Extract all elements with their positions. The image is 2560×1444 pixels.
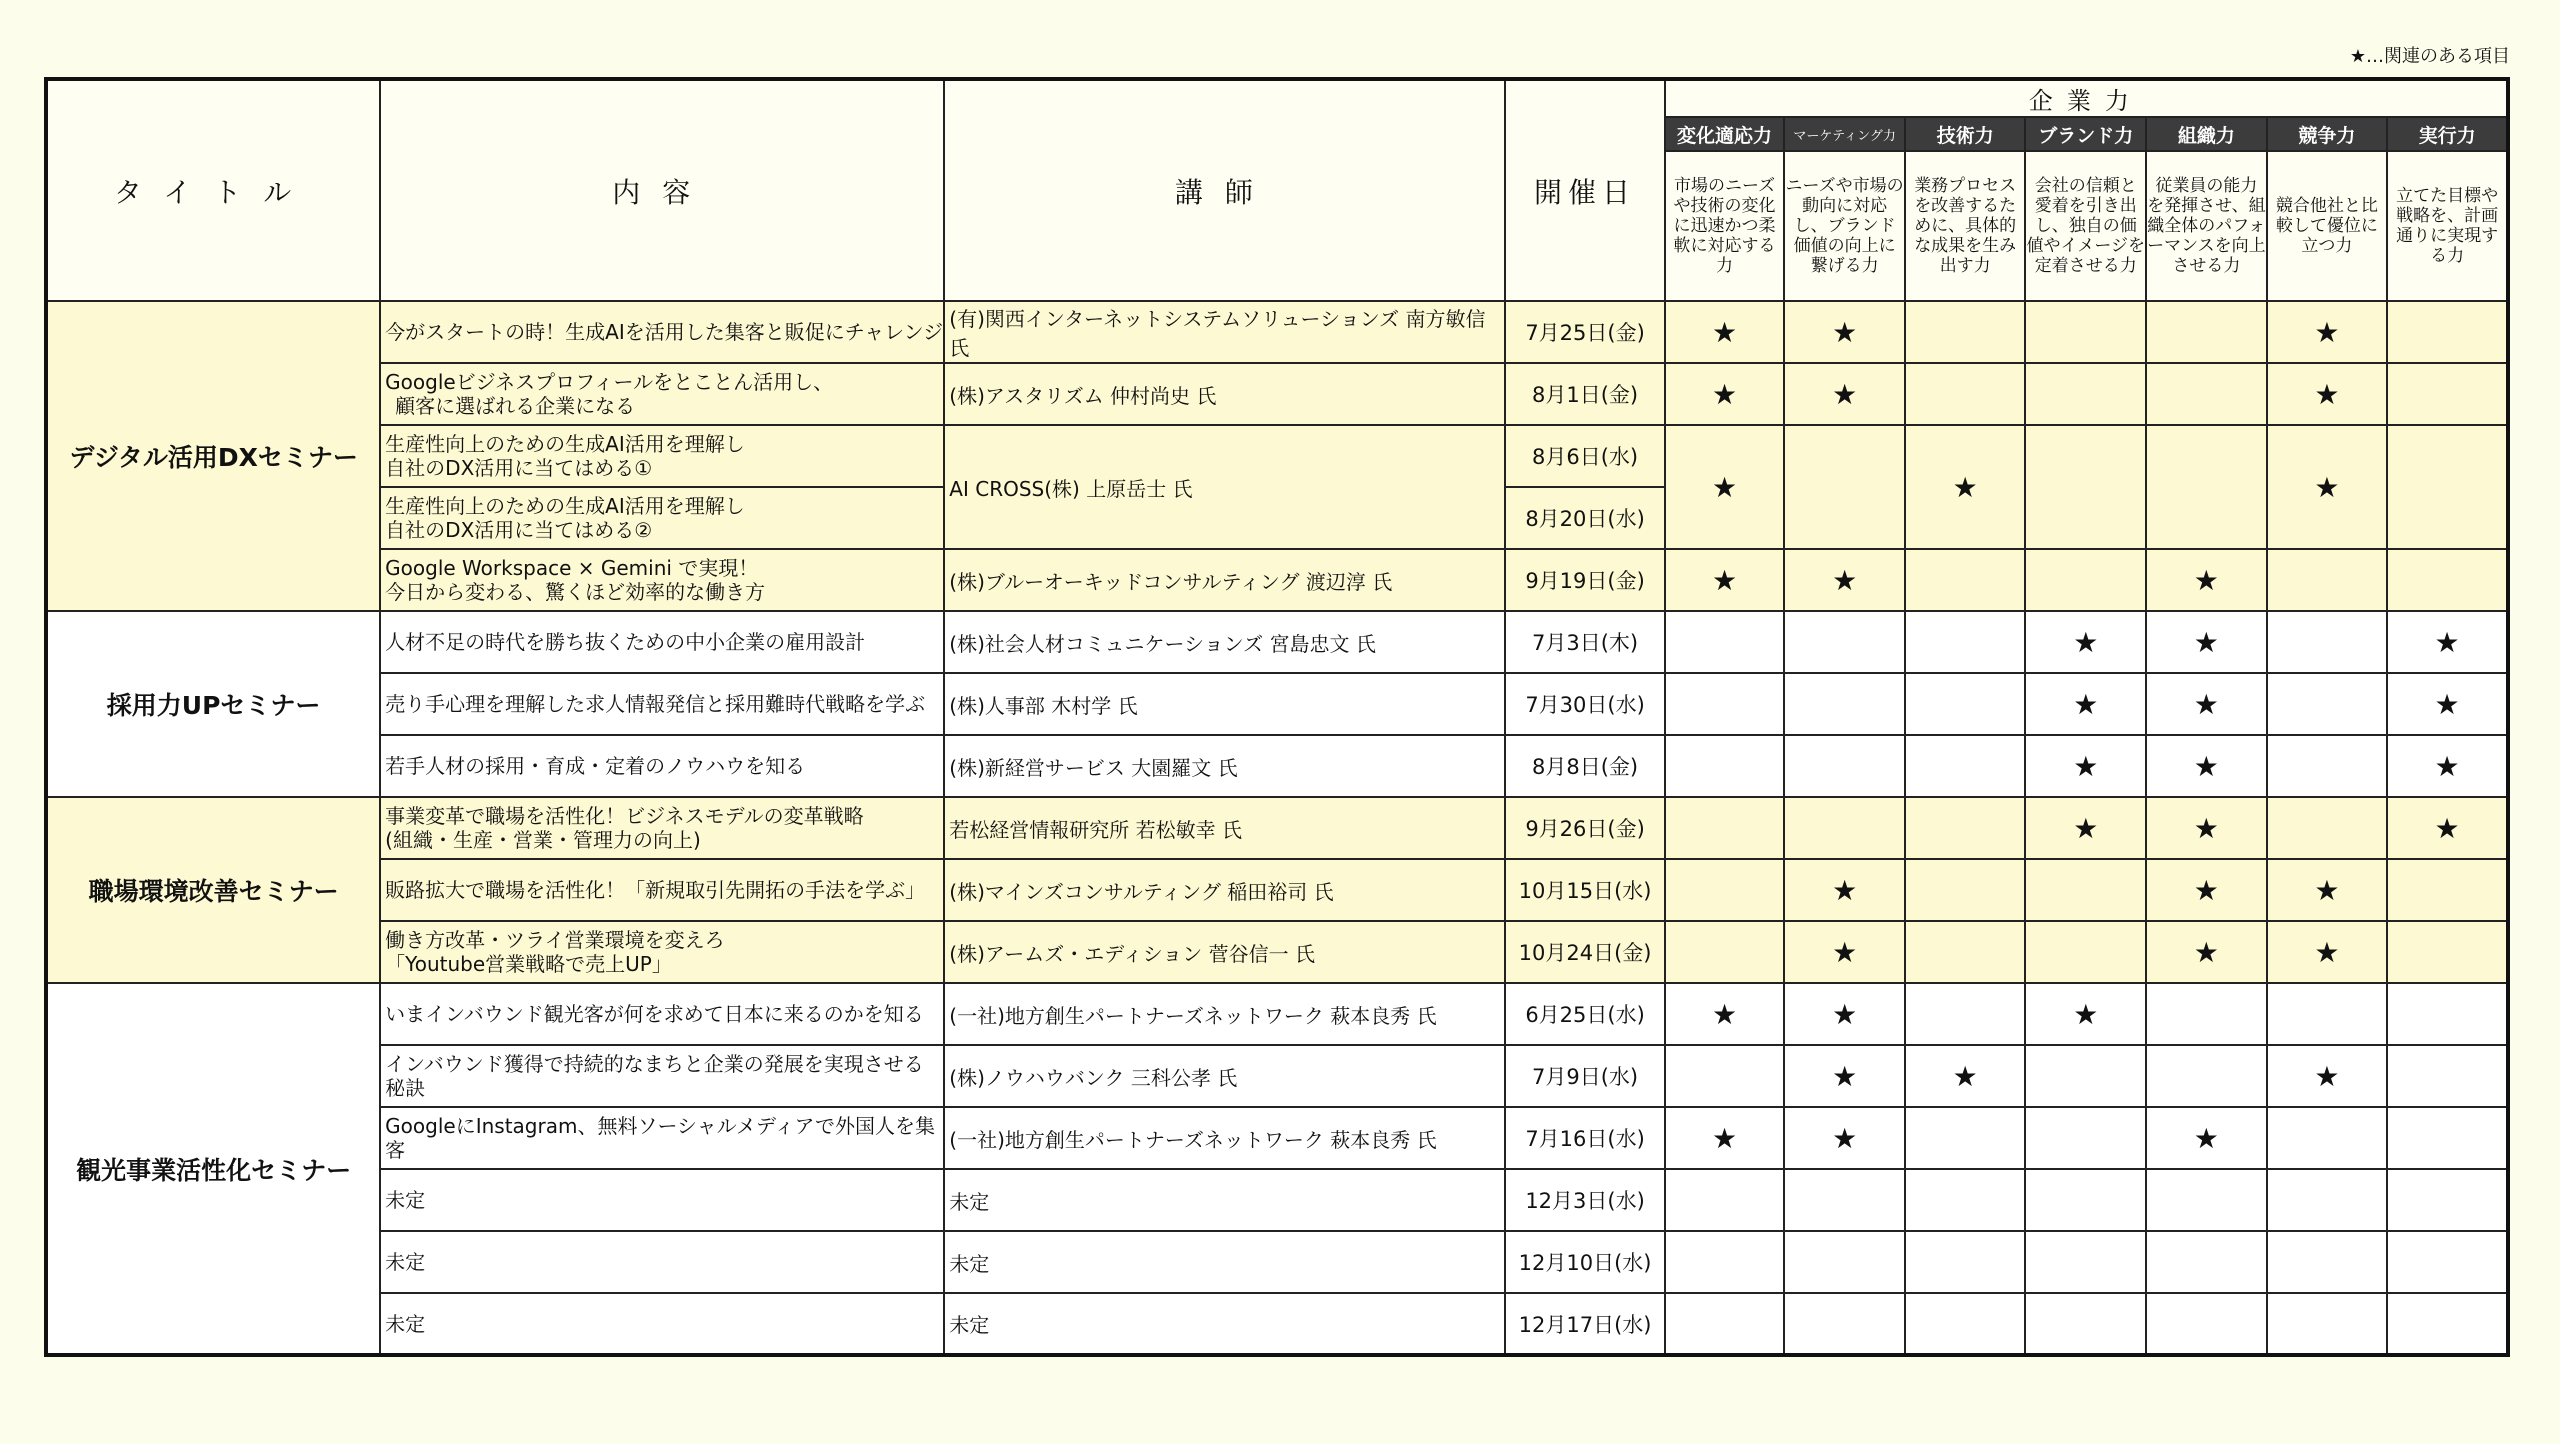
star-cell <box>2146 301 2267 363</box>
event-date: 7月3日(木) <box>1505 611 1664 673</box>
star-cell <box>1665 611 1785 673</box>
seminar-content <box>380 301 944 363</box>
seminar-row <box>46 735 2508 797</box>
star-cell <box>2146 1169 2267 1231</box>
category-description: 会社の信頼と愛着を引き出し、独自の価値やイメージを定着させる力 <box>2025 151 2146 301</box>
star-cell <box>1665 859 1785 921</box>
star-cell <box>1905 1107 2026 1169</box>
star-cell <box>1784 1293 1905 1355</box>
event-date: 7月30日(水) <box>1505 673 1664 735</box>
star-cell: ★ <box>1665 301 1785 363</box>
star-cell: ★ <box>2267 921 2388 983</box>
seminar-row <box>46 301 2508 363</box>
star-cell <box>1905 735 2026 797</box>
header-lecturer: 講師 <box>944 79 1505 301</box>
star-cell <box>1905 549 2026 611</box>
star-cell <box>2387 301 2508 363</box>
star-cell: ★ <box>2267 1045 2388 1107</box>
category-header: 実行力 <box>2387 117 2508 151</box>
event-date: 8月1日(金) <box>1505 363 1664 425</box>
content-line: 未定 <box>385 1250 426 1274</box>
star-cell <box>2146 363 2267 425</box>
content-line: 事業変革で職場を活性化！ビジネスモデルの変革戦略 <box>385 804 864 828</box>
star-cell <box>1905 363 2026 425</box>
lecturer: (株)社会人材コミュニケーションズ 宮島忠文 氏 <box>944 611 1505 673</box>
seminar-row <box>46 1231 2508 1293</box>
seminar-content <box>380 1045 944 1107</box>
star-cell: ★ <box>2267 859 2388 921</box>
star-cell <box>1905 1293 2026 1355</box>
seminar-content <box>380 983 944 1045</box>
content-line: インバウンド獲得で持続的なまちと企業の発展を実現させる秘訣 <box>385 1052 924 1100</box>
event-date: 10月24日(金) <box>1505 921 1664 983</box>
event-date: 8月6日(水) <box>1505 425 1664 487</box>
star-cell: ★ <box>2387 735 2508 797</box>
seminar-row <box>46 1107 2508 1169</box>
star-cell: ★ <box>1784 363 1905 425</box>
star-cell <box>1905 1231 2026 1293</box>
category-header: 組織力 <box>2146 117 2267 151</box>
event-date: 7月9日(水) <box>1505 1045 1664 1107</box>
star-cell <box>2267 1169 2388 1231</box>
star-cell <box>2025 1107 2146 1169</box>
seminar-row <box>46 363 2508 425</box>
star-cell <box>1784 425 1905 549</box>
lecturer: (株)ブルーオーキッドコンサルティング 渡辺淳 氏 <box>944 549 1505 611</box>
star-cell <box>2387 1293 2508 1355</box>
seminar-content <box>380 611 944 673</box>
star-cell <box>1905 859 2026 921</box>
star-cell <box>2025 425 2146 549</box>
star-cell <box>1784 1231 1905 1293</box>
lecturer: 未定 <box>944 1231 1505 1293</box>
lecturer: (一社)地方創生パートナーズネットワーク 萩本良秀 氏 <box>944 1107 1505 1169</box>
content-line: GoogleにInstagram、無料ソーシャルメディアで外国人を集客 <box>385 1114 936 1162</box>
star-cell <box>2146 983 2267 1045</box>
category-header: 競争力 <box>2267 117 2388 151</box>
star-cell: ★ <box>2267 425 2388 549</box>
lecturer: 若松経営情報研究所 若松敏幸 氏 <box>944 797 1505 859</box>
star-cell: ★ <box>2267 301 2388 363</box>
content-line: 顧客に選ばれる企業になる <box>395 394 636 418</box>
seminar-content <box>380 859 944 921</box>
star-cell: ★ <box>2146 859 2267 921</box>
lecturer: (株)人事部 木村学 氏 <box>944 673 1505 735</box>
star-cell <box>2387 549 2508 611</box>
seminar-row <box>46 859 2508 921</box>
star-cell <box>1665 797 1785 859</box>
content-line: いまインバウンド観光客が何を求めて日本に来るのかを知る <box>385 1002 924 1026</box>
star-cell <box>2387 983 2508 1045</box>
star-cell: ★ <box>2146 611 2267 673</box>
content-line: 「Youtube営業戦略で売上UP」 <box>385 952 672 976</box>
seminar-content <box>380 1169 944 1231</box>
star-cell <box>2025 859 2146 921</box>
content-line: 人材不足の時代を勝ち抜くための中小企業の雇用設計 <box>385 630 866 654</box>
star-cell <box>2267 797 2388 859</box>
star-cell <box>1784 611 1905 673</box>
star-cell <box>2387 425 2508 549</box>
content-line: 働き方改革・ツライ営業環境を変えろ <box>385 928 725 952</box>
lecturer: (株)マインズコンサルティング 稲田裕司 氏 <box>944 859 1505 921</box>
star-cell <box>2267 1231 2388 1293</box>
content-line: 生産性向上のための生成AI活用を理解し <box>385 432 745 456</box>
header-title: タイトル <box>46 79 380 301</box>
seminar-row <box>46 1045 2508 1107</box>
content-line: 未定 <box>385 1188 426 1212</box>
star-cell: ★ <box>1665 983 1785 1045</box>
event-date: 6月25日(水) <box>1505 983 1664 1045</box>
star-cell <box>1905 797 2026 859</box>
content-line: Google Workspace × Gemini で実現！ <box>385 556 759 580</box>
star-cell <box>1905 1169 2026 1231</box>
star-cell: ★ <box>2387 673 2508 735</box>
event-date: 12月3日(水) <box>1505 1169 1664 1231</box>
star-cell: ★ <box>2146 673 2267 735</box>
star-cell: ★ <box>1784 301 1905 363</box>
star-cell <box>2267 549 2388 611</box>
star-cell: ★ <box>1784 921 1905 983</box>
star-cell <box>1905 673 2026 735</box>
star-cell <box>1665 1045 1785 1107</box>
seminar-content <box>380 797 944 859</box>
star-cell: ★ <box>2025 611 2146 673</box>
category-description: 競合他社と比較して優位に立つ力 <box>2267 151 2388 301</box>
content-line: 生産性向上のための生成AI活用を理解し <box>385 494 745 518</box>
star-cell <box>1905 921 2026 983</box>
seminar-content <box>380 363 944 425</box>
event-date: 7月16日(水) <box>1505 1107 1664 1169</box>
star-cell <box>2146 1045 2267 1107</box>
seminar-content <box>380 1293 944 1355</box>
lecturer: (株)ノウハウバンク 三科公孝 氏 <box>944 1045 1505 1107</box>
seminar-row <box>46 425 2508 487</box>
lecturer: 未定 <box>944 1169 1505 1231</box>
seminar-row <box>46 797 2508 859</box>
category-description: 業務プロセスを改善するために、具体的な成果を生み出す力 <box>1905 151 2026 301</box>
star-cell <box>1665 735 1785 797</box>
event-date: 9月19日(金) <box>1505 549 1664 611</box>
seminar-row <box>46 983 2508 1045</box>
category-description: ニーズや市場の動向に対応し、ブランド価値の向上に繋げる力 <box>1784 151 1905 301</box>
header-kigyo: 企業力 <box>1665 79 2508 117</box>
star-cell: ★ <box>2025 673 2146 735</box>
lecturer: (株)新経営サービス 大園羅文 氏 <box>944 735 1505 797</box>
header-content: 内容 <box>380 79 944 301</box>
content-line: 若手人材の採用・育成・定着のノウハウを知る <box>385 754 806 778</box>
star-cell: ★ <box>1905 425 2026 549</box>
star-cell <box>2025 301 2146 363</box>
star-cell <box>2387 859 2508 921</box>
star-cell: ★ <box>2146 921 2267 983</box>
category-header: 変化適応力 <box>1665 117 1785 151</box>
content-line: 今日から変わる、驚くほど効率的な働き方 <box>385 580 766 604</box>
lecturer: (有)関西インターネットシステムソリューションズ 南方敏信 氏 <box>944 301 1505 363</box>
lecturer: (株)アームズ・エディション 菅谷信一 氏 <box>944 921 1505 983</box>
star-cell <box>1905 611 2026 673</box>
seminar-content <box>380 487 944 549</box>
star-cell <box>2267 611 2388 673</box>
content-line: (組織・生産・営業・管理力の向上) <box>385 828 701 852</box>
category-header: 技術力 <box>1905 117 2026 151</box>
group-title: 採用力UPセミナー <box>46 611 380 797</box>
seminar-content <box>380 549 944 611</box>
content-line: 未定 <box>385 1311 426 1336</box>
star-cell: ★ <box>1784 549 1905 611</box>
content-line: Googleビジネスプロフィールをとことん活用し、 <box>385 370 834 394</box>
star-cell: ★ <box>1665 1107 1785 1169</box>
star-cell <box>2387 363 2508 425</box>
lecturer: AI CROSS(株) 上原岳士 氏 <box>944 425 1505 549</box>
star-cell: ★ <box>2146 735 2267 797</box>
seminar-content <box>380 921 944 983</box>
group-title: 職場環境改善セミナー <box>46 797 380 983</box>
lecturer: (株)アスタリズム 仲村尚史 氏 <box>944 363 1505 425</box>
seminar-content <box>380 425 944 487</box>
star-cell <box>2025 1045 2146 1107</box>
star-cell <box>1784 797 1905 859</box>
star-cell <box>2146 1231 2267 1293</box>
star-cell: ★ <box>2025 983 2146 1045</box>
star-cell <box>1665 1169 1785 1231</box>
star-cell <box>2267 735 2388 797</box>
category-description: 立てた目標や戦略を、計画通りに実現する力 <box>2387 151 2508 301</box>
star-cell: ★ <box>2387 611 2508 673</box>
star-cell <box>2025 363 2146 425</box>
star-cell: ★ <box>2146 1107 2267 1169</box>
star-cell: ★ <box>1665 549 1785 611</box>
seminar-schedule-table <box>44 77 2510 1357</box>
star-cell <box>1784 673 1905 735</box>
lecturer: (一社)地方創生パートナーズネットワーク 萩本良秀 氏 <box>944 983 1505 1045</box>
star-cell <box>1784 1169 1905 1231</box>
content-line: 売り手心理を理解した求人情報発信と採用難時代戦略を学ぶ <box>385 692 926 716</box>
star-cell: ★ <box>2146 797 2267 859</box>
header-date: 開催日 <box>1505 79 1664 301</box>
group-title: デジタル活用DXセミナー <box>46 301 380 611</box>
event-date: 8月8日(金) <box>1505 735 1664 797</box>
category-header: マーケティング力 <box>1784 117 1905 151</box>
star-cell: ★ <box>1665 363 1785 425</box>
category-header: ブランド力 <box>2025 117 2146 151</box>
star-cell: ★ <box>2146 549 2267 611</box>
star-cell: ★ <box>2025 797 2146 859</box>
star-cell <box>2267 1107 2388 1169</box>
content-line: 自社のDX活用に当てはめる② <box>385 518 653 542</box>
star-cell: ★ <box>2025 735 2146 797</box>
star-cell: ★ <box>1905 1045 2026 1107</box>
star-cell <box>2025 549 2146 611</box>
content-line: 今がスタートの時！生成AIを活用した集客と販促にチャレンジ <box>385 320 944 344</box>
seminar-content <box>380 1231 944 1293</box>
star-cell <box>2267 1293 2388 1355</box>
star-cell: ★ <box>1784 1107 1905 1169</box>
lecturer: 未定 <box>944 1293 1505 1355</box>
seminar-row <box>46 549 2508 611</box>
star-cell <box>2025 921 2146 983</box>
star-cell: ★ <box>1784 859 1905 921</box>
star-cell: ★ <box>2267 363 2388 425</box>
content-line: 販路拡大で職場を活性化！「新規取引先開拓の手法を学ぶ」 <box>385 878 926 902</box>
star-cell <box>1905 983 2026 1045</box>
star-cell <box>2025 1293 2146 1355</box>
seminar-row <box>46 673 2508 735</box>
event-date: 9月26日(金) <box>1505 797 1664 859</box>
seminar-row <box>46 1293 2508 1355</box>
seminar-content <box>380 673 944 735</box>
star-cell <box>1665 1231 1785 1293</box>
star-cell <box>2146 1293 2267 1355</box>
star-cell: ★ <box>1784 983 1905 1045</box>
star-cell: ★ <box>2387 797 2508 859</box>
event-date: 12月10日(水) <box>1505 1231 1664 1293</box>
star-cell <box>2025 1231 2146 1293</box>
category-description: 従業員の能力を発揮させ、組織全体のパフォーマンスを向上させる力 <box>2146 151 2267 301</box>
star-cell: ★ <box>1665 425 1785 549</box>
event-date: 10月15日(水) <box>1505 859 1664 921</box>
seminar-row <box>46 1169 2508 1231</box>
seminar-content <box>380 735 944 797</box>
content-line: 自社のDX活用に当てはめる① <box>385 456 653 480</box>
group-title: 観光事業活性化セミナー <box>46 983 380 1355</box>
seminar-row <box>46 921 2508 983</box>
star-cell <box>1665 1293 1785 1355</box>
star-cell: ★ <box>1784 1045 1905 1107</box>
star-cell <box>2387 1231 2508 1293</box>
star-cell <box>1665 921 1785 983</box>
star-cell <box>2146 425 2267 549</box>
event-date: 12月17日(水) <box>1505 1293 1664 1355</box>
star-cell <box>1784 735 1905 797</box>
star-cell <box>2025 1169 2146 1231</box>
event-date: 8月20日(水) <box>1505 487 1664 549</box>
event-date: 7月25日(金) <box>1505 301 1664 363</box>
star-cell <box>2387 921 2508 983</box>
legend-note: ★…関連のある項目 <box>2349 46 2510 67</box>
seminar-content <box>380 1107 944 1169</box>
category-description: 市場のニーズや技術の変化に迅速かつ柔軟に対応する力 <box>1665 151 1785 301</box>
star-cell <box>1905 301 2026 363</box>
star-cell <box>2387 1107 2508 1169</box>
star-cell <box>2267 983 2388 1045</box>
star-cell <box>2267 673 2388 735</box>
star-cell <box>2387 1045 2508 1107</box>
star-cell <box>1665 673 1785 735</box>
star-cell <box>2387 1169 2508 1231</box>
seminar-row <box>46 611 2508 673</box>
